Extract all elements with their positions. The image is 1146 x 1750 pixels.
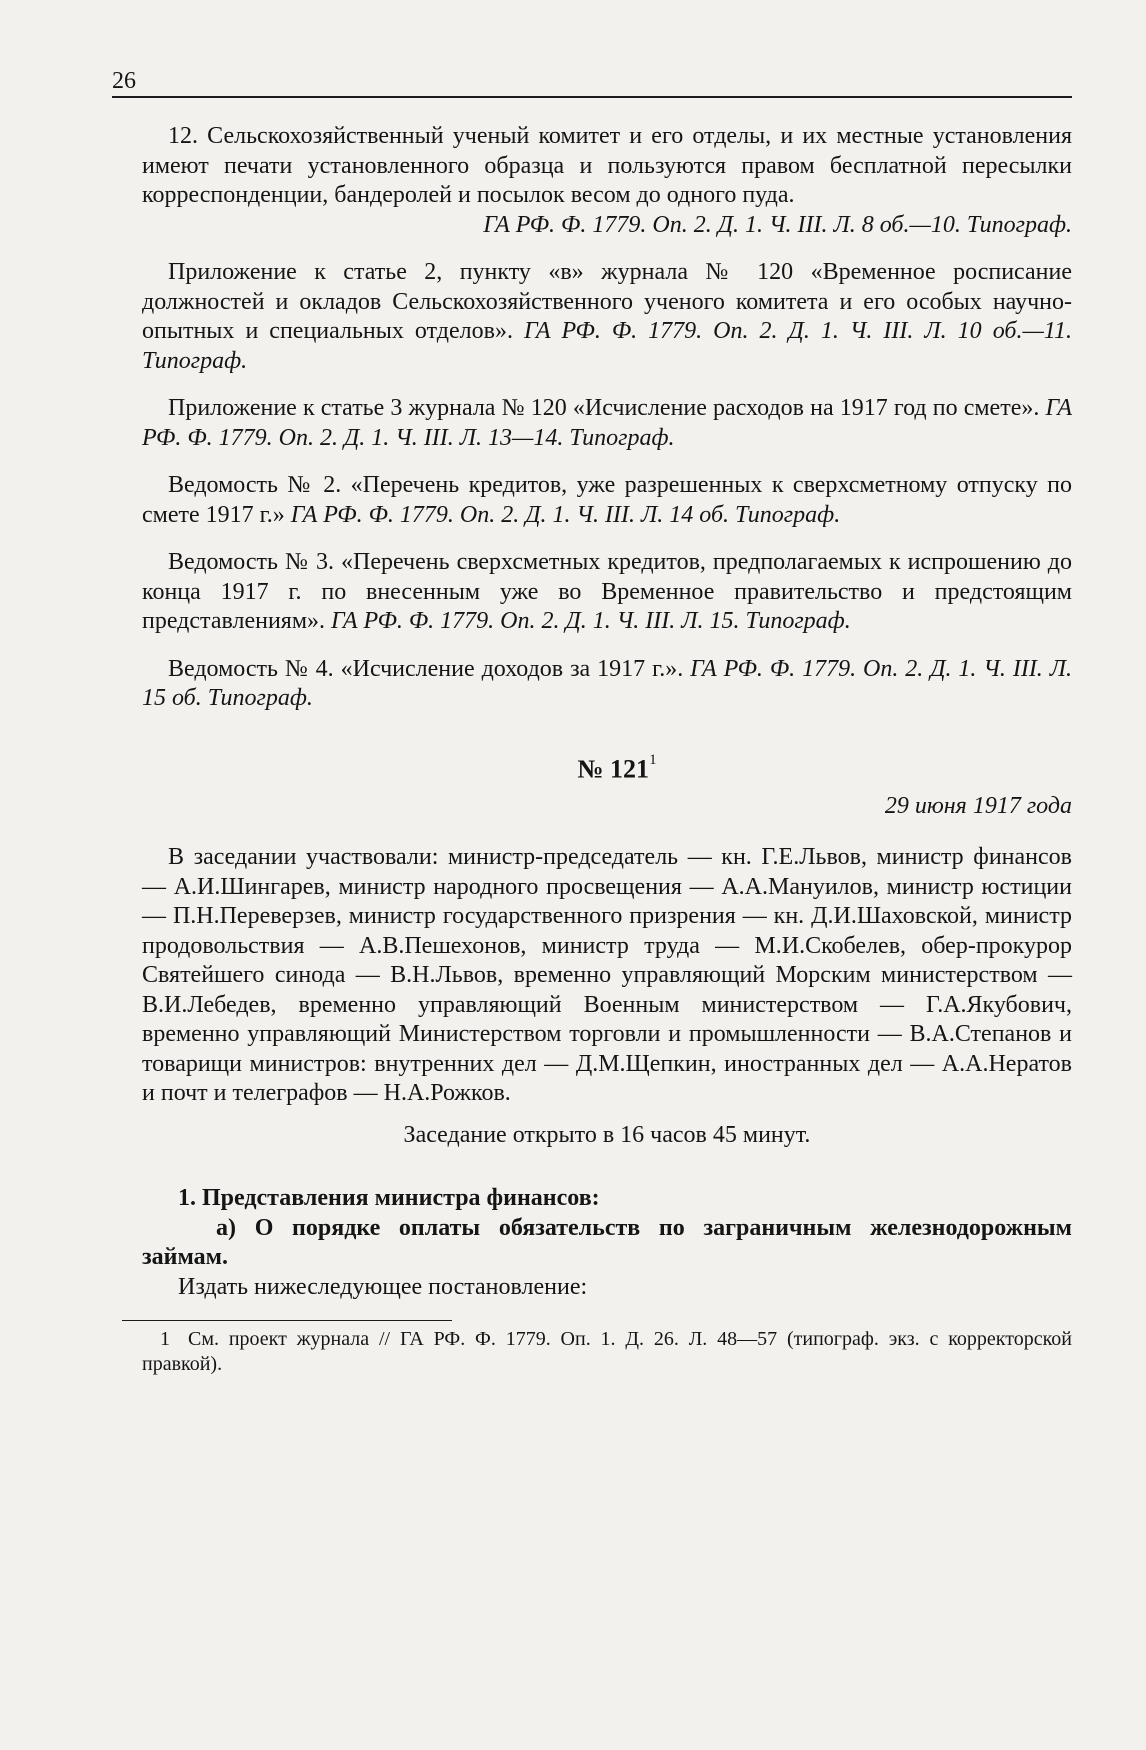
appendix-paragraph bbox=[142, 258, 1072, 376]
footnote-divider bbox=[122, 1320, 452, 1321]
appendix-citation: ГА РФ. Ф. 1779. Оп. 2. Д. 1. Ч. III. Л. 13—14. Типограф. bbox=[142, 395, 1073, 451]
appendix-paragraph bbox=[142, 394, 1072, 453]
item-12-citation: ГА РФ. Ф. 1779. Оп. 2. Д. 1. Ч. III. Л. 8 об.—10. Типограф. bbox=[483, 211, 1072, 238]
footnote-reference: 1 bbox=[649, 751, 657, 768]
footnote bbox=[142, 1327, 1072, 1377]
document-number-text: № 121 bbox=[577, 754, 650, 784]
appendix-text: Ведомость № 4. «Исчисление доходов за 1917 г.». bbox=[168, 655, 684, 682]
footnote-mark: 1 bbox=[160, 1328, 170, 1351]
appendix-text: Ведомость № 3. «Перечень сверхсметных кредитов, предполагаемых к испрошению до конца 1917 г. по внесенным уже во Временное правительство и предстоящим представлениям». bbox=[142, 549, 1072, 634]
document-date: 29 июня 1917 года bbox=[884, 792, 1072, 819]
decree-intro: Издать нижеследующее постановление: bbox=[178, 1273, 588, 1300]
appendix-text: Ведомость № 2. «Перечень кредитов, уже разрешенных к сверхсметному отпуску по смете 1917 г.» bbox=[142, 472, 1072, 528]
participants-paragraph: В заседании участвовали: министр-председатель — кн. Г.Е.Львов, министр финансов — А.И.Шингарев, министр народного просвещения — А.А.Мануилов, министр юстиции — П.Н.Переверзев, министр государственного призрения — кн. Д.И.Шаховской, министр продовольствия — А.В.Пешехонов, министр труда — М.И.Скобелев, обер-прокурор Святейшего синода — В.Н.Львов, временно управляющий Морским министерством — В.И.Лебедев, временно управляющий Военным министерством — Г.А.Якубович, временно управляющий Министерством торговли и промышленности — В.А.Степанов и товарищи министров: внутренних дел — Д.М.Щепкин, иностранных дел — А.А.Нератов и почт и телеграфов — Н.А.Рожков. bbox=[142, 844, 1072, 1107]
item-12-text: 12. Сельскохозяйственный ученый комитет и его отделы, и их местные установления имеют печати установленного образца и пользуются правом бесплатной пересылки корреспонденции, бандеролей и посылок весом до одного пуда. bbox=[142, 123, 1072, 208]
appendix-citation: ГА РФ. Ф. 1779. Оп. 2. Д. 1. Ч. III. Л. 15 об. Типограф. bbox=[142, 655, 1072, 711]
footnote-text: См. проект журнала // ГА РФ. Ф. 1779. Оп. 1. Д. 26. Л. 48—57 (типограф. экз. с корректорской правкой). bbox=[142, 1328, 1072, 1376]
appendix-citation: ГА РФ. Ф. 1779. Оп. 2. Д. 1. Ч. III. Л. 10 об.—11. Типограф. bbox=[142, 318, 1073, 374]
session-opened: Заседание открыто в 16 часов 45 минут. bbox=[403, 1121, 811, 1148]
appendix-paragraph bbox=[142, 548, 1072, 637]
page-number: 26 bbox=[112, 68, 136, 94]
agenda-subitem: а) О порядке оплаты обязательств по заграничным железнодорожным займам. bbox=[142, 1214, 1072, 1271]
appendix-citation: ГА РФ. Ф. 1779. Оп. 2. Д. 1. Ч. III. Л. 14 об. Типограф. bbox=[290, 501, 841, 528]
appendix-text: Приложение к статье 3 журнала № 120 «Исчисление расходов на 1917 год по смете». bbox=[168, 395, 1040, 421]
document-number bbox=[142, 750, 1072, 784]
appendix-text: Приложение к статье 2, пункту «в» журнала № 120 «Временное росписание должностей и окладов Сельскохозяйственного ученого комитета и его особых научно-опытных и специальных отделов». bbox=[142, 259, 1072, 344]
running-header bbox=[112, 66, 1072, 98]
agenda-title: 1. Представления министра финансов: bbox=[178, 1185, 600, 1212]
appendix-citation: ГА РФ. Ф. 1779. Оп. 2. Д. 1. Ч. III. Л. 15. Типограф. bbox=[331, 608, 851, 634]
item-12-paragraph bbox=[142, 122, 1072, 211]
appendix-paragraph bbox=[142, 655, 1072, 714]
page-body bbox=[142, 122, 1072, 1377]
appendix-paragraph bbox=[142, 471, 1072, 530]
